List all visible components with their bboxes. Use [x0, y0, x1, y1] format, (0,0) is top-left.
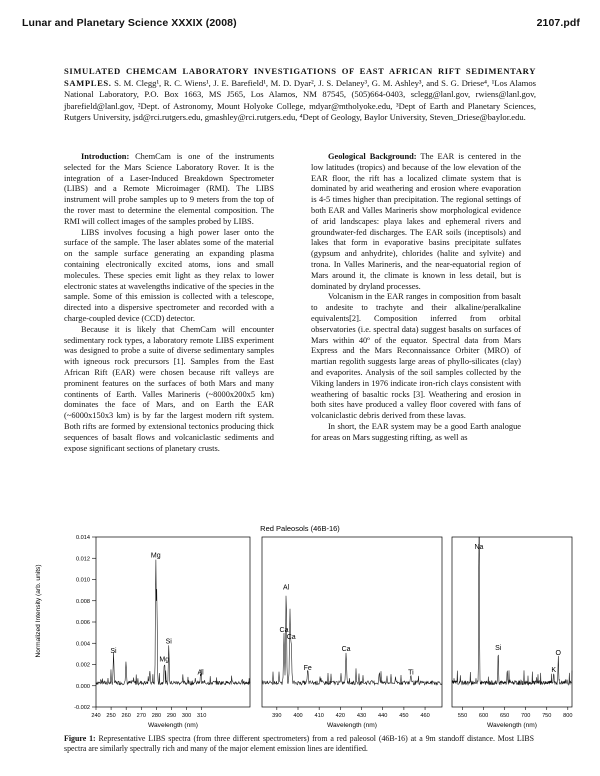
caption-text: Representative LIBS spectra (from three different spectrometers) from a red paleosol (46B-16) at a 9m standoff distance. Most LIBS spectra are similarly spectrally rich and many of the major element emission lines are identified. — [64, 734, 534, 753]
x-tick-label-vis-1: 400 — [293, 713, 303, 719]
geo-heading: Geological Background: — [328, 152, 417, 161]
libs-paragraph: LIBS involves focusing a high power laser onto the surface of the sample. The laser ablates some of the material on the sample surface generating an expanding plasma containing electronically excited atoms, ions and small molecules. These species emit light as they relax to lower electronic states at wavelengths indicative of the species in the sample. Some of this emission is collected with a telescope, directed into a dispersive spectrometer and recorded with a charge-coupled device (CCD) detector. — [64, 227, 274, 323]
geo-paragraph — [311, 152, 521, 292]
x-tick-label-uv-6: 300 — [181, 713, 192, 719]
peak-label-vis-5: Ca — [341, 645, 351, 653]
y-tick-label-7: 0.000 — [76, 683, 90, 690]
title-block — [64, 66, 536, 124]
summary-paragraph: In short, the EAR system may be a good Earth analogue for areas on Mars suggesting rifting, as well as — [311, 421, 521, 442]
y-tick-label-5: 0.004 — [76, 641, 90, 648]
samples-paragraph: Because it is likely that ChemCam will encounter sedimentary rock types, a laboratory remote LIBS experiment was designed to probe a suite of diverse sedimentary samples with igneous rock precursors [1]. Samples from the East African Rift (EAR) were chosen because rift valleys are prominent features on the surfaces of both Mars and many continents of Earth. Valles Marineris (~8000x200x5 km) dominates the face of Mars, and on Earth the EAR (~6000x150x3 km) is by far the largest modern rift system. Both rifts are formed by extensional tectonics producing thick sequences of basalt flows and volcaniclastic sediments and expose significant sections of planetary crusts. — [64, 324, 274, 453]
x-tick-label-uv-5: 290 — [166, 713, 177, 719]
x-tick-label-vis-6: 450 — [399, 713, 409, 719]
x-tick-label-vnir-5: 800 — [563, 713, 573, 719]
x-tick-label-uv-1: 250 — [106, 713, 116, 719]
x-tick-label-vnir-3: 700 — [521, 713, 531, 719]
caption-label: Figure 1: — [64, 734, 96, 743]
x-tick-label-vnir-4: 750 — [542, 713, 552, 719]
y-tick-label-4: 0.006 — [76, 620, 90, 626]
peak-label-vis-3: Ca — [286, 634, 296, 642]
x-tick-label-uv-0: 240 — [91, 713, 101, 719]
intro-paragraph — [64, 152, 274, 228]
author-list: S. M. Clegg¹, R. C. Wiens¹, J. E. Barefield¹, M. D. Dyar², J. S. Delaney³, G. M. Ashley³, and S. G. Driese⁴, ¹Los Alamos National Laboratory, P.O. Box 1663, MS J565, Los Alamos, NM 87545, (505)664-0403, sclegg@lanl.gov, rwiens@lanl.gov, jbarefield@lanl.gov, ²Dept. of Astronomy, Mount Holyoke College, mdyar@mtholyoke.edu, ³Dept of Earth and Planetary Sciences, Rutgers University, jsd@rci.rutgers.edu, gmashley@rci.rutgers.edu, ⁴Dept of Geology, Baylor University, Steven_Driese@baylor.edu. — [64, 77, 536, 122]
peak-label-vnir-4: K — [551, 667, 557, 675]
y-tick-label-0: 0.014 — [76, 535, 90, 541]
intro-text: ChemCam is one of the instruments selected for the Mars Science Laboratory Rover. It is the integration of a Laser-Induced Breakdown Spectrometer (LIBS) and a Remote Microimager (RMI). The LIBS instrument will probe samples up to 9 meters from the top of the rover mast to determine the elemental composition. The RMI will collect images of the samples probed by LIBS. — [64, 152, 274, 226]
x-tick-label-vis-5: 440 — [378, 713, 388, 719]
y-axis-label: Normalized Intensity (arb. units) — [35, 564, 42, 658]
y-tick-label-8: -0.002 — [74, 705, 90, 711]
x-tick-label-uv-3: 270 — [136, 713, 146, 719]
geo-text: The EAR is centered in the low latitudes (tropics) and because of the low elevation of the EAR floor, the rift has a localized climate system that is dominated by arid weathering and erosion where evaporation is 4-5 times higher than precipitation. The regional settings of both EAR and Valles Marineris show morphological evidence of arid landscapes: playa lakes and ephemeral rivers and groundwater-fed discharges. The EAR soils (inceptisols) and lakes that form in evaporative basins precipitate sulfates (gypsum and anhydrite), chlorides (halite and sylvite) and trona. In Valles Marineris, and the near-equatorial region of Mars around it, the climate is known in less detail, but is dominated by dryland processes. — [311, 152, 522, 291]
y-tick-label-6: 0.002 — [76, 662, 90, 669]
x-tick-label-vnir-1: 600 — [478, 713, 489, 719]
x-tick-label-uv-2: 260 — [121, 713, 131, 719]
chart-title: Red Paleosols (46B-16) — [260, 524, 340, 533]
x-tick-label-vis-4: 430 — [356, 713, 367, 719]
peak-label-uv-3: Mg — [159, 656, 170, 664]
x-tick-label-vnir-0: 550 — [457, 713, 468, 719]
x-axis-label-uv: Wavelength (nm) — [148, 722, 198, 729]
peak-label-vis-0: Ca — [279, 626, 289, 634]
x-tick-label-uv-7: 310 — [197, 713, 207, 719]
peak-label-vis-1: Al — [283, 584, 290, 592]
left-column — [64, 152, 274, 454]
intro-heading: Introduction: — [81, 152, 130, 161]
right-column — [311, 152, 521, 444]
y-tick-label-2: 0.010 — [76, 577, 90, 584]
paper-id: 2107.pdf — [536, 17, 580, 29]
volcanism-paragraph: Volcanism in the EAR ranges in composition from basalt to andesite to trachyte and their alkaline/peralkaline equivalents[2]. Composition inferred from orbital observatories (i.e. spectral data) suggest basalts on surfaces of Mars within 40º of the equator. Spectral data from Mars Express and the Mars Reconnaissance Orbiter (MRO) of martian regolith suggests large areas of phyllo-silicates (clay) and evaporites. Analysis of the soil samples collected by the Viking landers in 1976 indicate iron-rich clays consistent with weathering of basaltic rocks [3]. Weathering and erosion in both sites have produced a valley floor covered with fans of volcaniclastic debris derived from these lavas. — [311, 292, 521, 421]
x-tick-label-vis-2: 410 — [314, 713, 324, 719]
y-tick-label-1: 0.012 — [76, 556, 90, 563]
peak-label-vnir-5: O — [555, 650, 562, 658]
peak-label-uv-5: Al — [197, 669, 204, 677]
spectrum-line-uv — [96, 560, 250, 685]
peak-label-uv-0: Si — [110, 648, 117, 655]
x-tick-label-uv-4: 280 — [151, 713, 162, 719]
spectrum-line-vnir — [452, 537, 572, 685]
figure-caption — [64, 734, 534, 753]
figure-1 — [30, 523, 582, 741]
x-tick-label-vnir-2: 650 — [499, 713, 510, 719]
peak-label-vis-4: Fe — [303, 665, 312, 672]
y-tick-label-3: 0.008 — [76, 598, 90, 605]
paper-title: SIMULATED CHEMCAM LABORATORY INVESTIGATIONS OF EAST AFRICAN RIFT SEDIMENTARY SAMPLES. — [64, 66, 536, 88]
x-tick-label-vis-7: 460 — [420, 713, 430, 719]
libs-spectra-chart — [30, 523, 582, 735]
journal-header: Lunar and Planetary Science XXXIX (2008) — [22, 17, 237, 29]
x-tick-label-vis-3: 420 — [335, 713, 346, 719]
peak-label-vnir-0: Na — [474, 543, 484, 551]
x-tick-label-vis-0: 390 — [272, 713, 282, 719]
x-axis-label-vnir: Wavelength (nm) — [487, 722, 537, 729]
x-axis-label-vis: Wavelength (nm) — [327, 722, 377, 729]
peak-label-vis-6: Ti — [408, 669, 414, 677]
peak-label-uv-4: Si — [165, 638, 172, 646]
peak-label-uv-1: Mg — [150, 552, 161, 560]
peak-label-vnir-2: Si — [495, 644, 502, 652]
